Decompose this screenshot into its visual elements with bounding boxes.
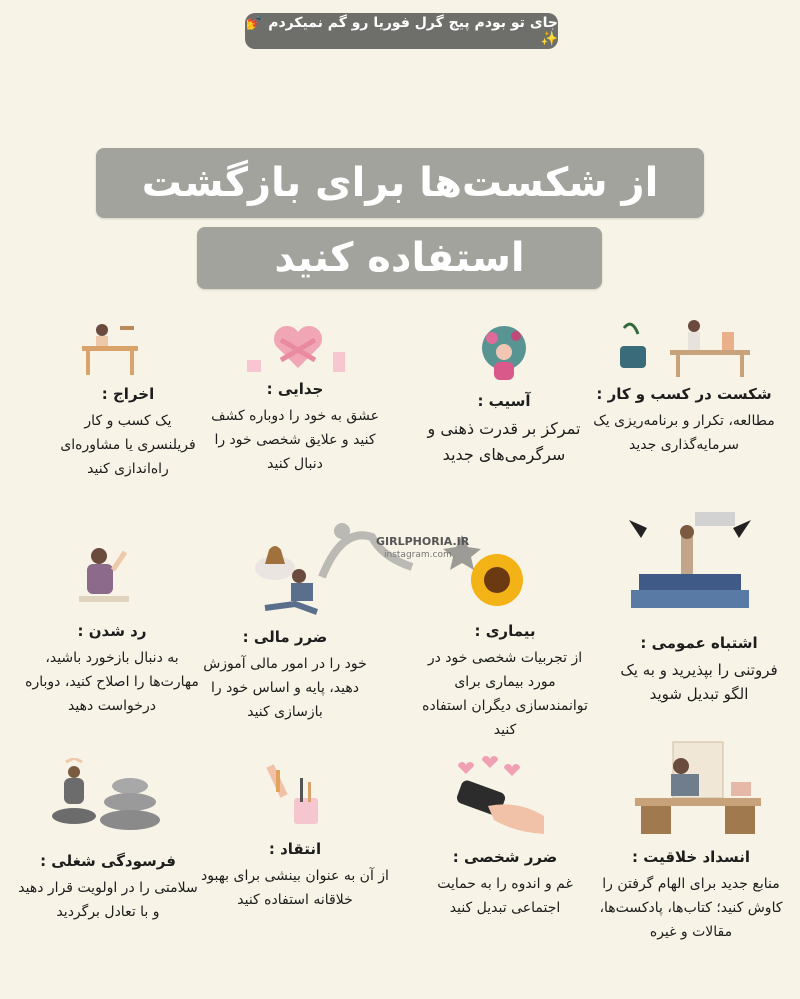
phone-hearts-illustration	[448, 756, 552, 836]
card-heading: رد شدن :	[77, 622, 147, 640]
card-burnout	[18, 852, 198, 924]
card-body: عشق به خود را دوباره کشف کنید و علایق شخصی خود را دنبال کنید	[211, 408, 379, 472]
office-desk-illustration	[612, 318, 757, 378]
pen-cup-illustration	[262, 758, 332, 828]
card-body: تمرکز بر قدرت ذهنی و سرگرمی‌های جدید	[427, 419, 581, 464]
stage-talent-illustration	[625, 510, 755, 615]
card-public-mistake	[614, 634, 784, 706]
card-heading: فرسودگی شغلی :	[40, 852, 176, 870]
card-body: خود را در امور مالی آموزش دهید، پایه و اساس خود را بازسازی کنید	[203, 656, 367, 720]
card-heading: انسداد خلاقیت :	[631, 848, 750, 866]
desk-worker-illustration	[80, 320, 140, 378]
card-personal-loss	[420, 848, 590, 920]
card-dismissal	[58, 385, 198, 481]
card-criticism	[200, 840, 390, 912]
card-injury	[414, 392, 594, 468]
card-creative-block	[596, 848, 786, 944]
woman-flowers-illustration	[478, 322, 530, 382]
card-illness	[420, 622, 590, 742]
card-body: مطالعه، تکرار و برنامه‌ریزی یک سرمایه‌گذاری جدید	[593, 413, 775, 453]
watermark-sub: instagram.com	[384, 550, 452, 560]
watermark-brand: GIRLPHORIA.IR	[376, 535, 470, 548]
top-banner: جای تو بودم پیج گرل فوریا رو گم نمیکردم 💅✨	[245, 15, 558, 47]
card-heading: اشتباه عمومی :	[640, 634, 758, 652]
page-subtitle: استفاده کنید	[197, 227, 602, 289]
card-heading: بیماری :	[474, 622, 536, 640]
card-heading: انتقاد :	[268, 840, 322, 858]
card-body: از تجربیات شخصی خود در مورد بیماری برای توانمندسازی دیگران استفاده کنید	[422, 650, 588, 738]
card-rejection	[22, 622, 202, 718]
rejected-person-illustration	[75, 540, 135, 608]
card-heading: ضرر مالی :	[242, 628, 328, 646]
card-financial-loss	[200, 628, 370, 724]
card-body: از آن به عنوان بینشی برای بهبود خلاقانه استفاده کنید	[201, 868, 389, 908]
reading-window-illustration	[633, 738, 763, 838]
card-heading: آسیب :	[477, 392, 531, 410]
card-body: یک کسب و کار فریلنسری یا مشاوره‌ای راه‌اندازی کنید	[60, 413, 196, 477]
meditation-stones-illustration	[52, 758, 162, 838]
card-body: سلامتی را در اولویت قرار دهید و با تعادل برگردید	[18, 880, 198, 920]
card-body: فروتنی را بپذیرید و به یک الگو تبدیل شوید	[620, 661, 778, 703]
card-body: غم و اندوه را به حمایت اجتماعی تبدیل کنید	[437, 876, 573, 916]
card-heading: اخراج :	[101, 385, 155, 403]
card-heading: شکست در کسب و کار :	[596, 385, 772, 403]
card-body: منابع جدید برای الهام گرفتن را کاوش کنید؛ کتاب‌ها، پادکست‌ها، مقالات و غیره	[599, 876, 783, 940]
card-heading: ضرر شخصی :	[452, 848, 558, 866]
card-breakup	[210, 380, 380, 476]
card-business-failure	[584, 385, 784, 457]
heart-hug-illustration	[243, 320, 353, 376]
card-body: به دنبال بازخورد باشید، مهارت‌ها را اصلاح کنید، دوباره درخواست دهید	[25, 650, 199, 714]
page-title: از شکست‌ها برای بازگشت	[96, 148, 704, 218]
card-heading: جدایی :	[266, 380, 324, 398]
